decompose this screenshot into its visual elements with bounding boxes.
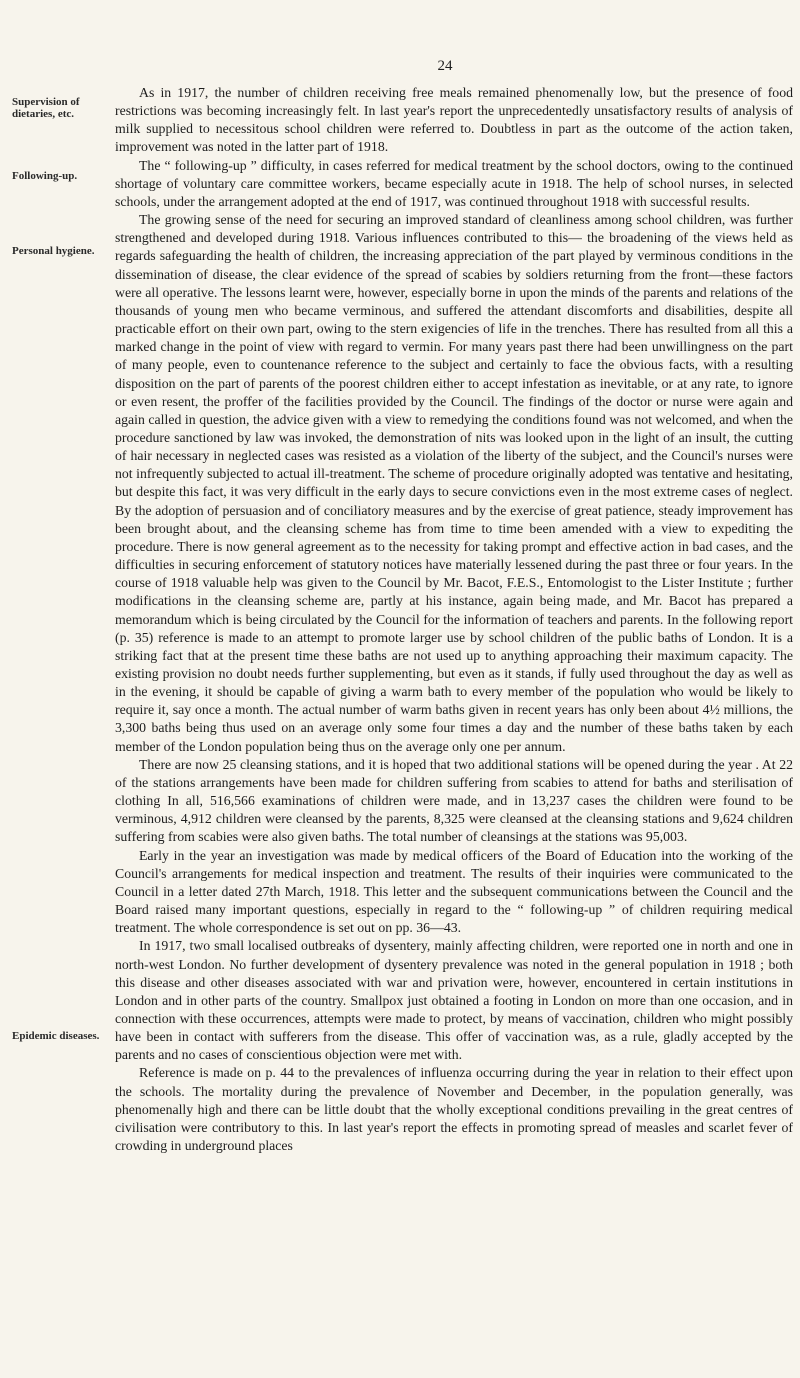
margin-note-epidemic-diseases: Epidemic diseases.: [12, 1030, 100, 1042]
paragraph-personal-hygiene: The growing sense of the need for securing an improved standard of cleanliness among school children, was further strengthened and developed during 1918. Various influences contributed to this— the broadening of the views held as regards safeguarding the health of children, the increasing appreciation of the part played by verminous conditions in the dissemination of disease, the clear evidence of the spread of scabies by soldiers returning from the front—these factors were all operative. The lessons learnt were, however, especially borne in upon the minds of the parents and relations of the thousands of young men who became verminous, and suffered the attendant discomforts and disabilities, despite all practicable effort on their own part, owing to the stern exigencies of life in the trenches. There has resulted from all this a marked change in the point of view with regard to vermin. For many years past there had been unwillingness on the part of many people, even to countenance reference to the subject and certainly to face the obvious facts, with a resulting disposition on the part of parents of the poorest children either to accept infestation as inevitable, or at any rate, to ignore or even resent, the proffer of the facilities provided by the Council. The findings of the doctor or nurse were again and again called in question, the advice given with a view to remedying the conditions found was not welcomed, and when the procedure sanctioned by law was invoked, the demonstration of nits was looked upon in the light of an insult, the cutting of hair necessary in neglected cases was resisted as a violation of the liberty of the subject, and the Council's nurses were not infrequently subjected to actual ill-treatment. The scheme of procedure originally adopted was tentative and hesitating, but despite this fact, it was very difficult in the early days to secure convictions even in the most extreme cases of neglect. By the adoption of persuasion and of conciliatory measures and by the exercise of great patience, steady improvement has been brought about, and the cleansing scheme has from time to time been amended with a view to expediting the procedure. There is now general agreement as to the necessity for taking prompt and effective action in bad cases, and the difficulties in securing enforcement of statutory notices have materially lessened during the past three or four years. In the course of 1918 valuable help was given to the Council by Mr. Bacot, F.E.S., Entomologist to the Lister Institute ; further modifications in the cleansing scheme are, partly at his instance, again being made, and Mr. Bacot has prepared a memorandum which is being circulated by the Council for the information of teachers and parents. In the following report (p. 35) reference is made to an attempt to promote larger use by school children of the public baths of London. It is a striking fact that at the present time these baths are not used up to anything approaching their maximum capacity. The existing provision no doubt needs further supplementing, but even as it stands, if fully used throughout the day as well as in the evening, it should be capable of giving a warm bath to every member of the population who would be likely to require it, say once a month. The actual number of warm baths given in recent years has only been about 4½ millions, the 3,300 baths being thus used on an average only some four times a day and the number of these baths taken by each member of the London population being thus on the average only one per annum.: [115, 212, 793, 754]
paragraph-influenza: Reference is made on p. 44 to the prevalences of influenza occurring during the year in relation to their effect upon the schools. The mortality during the prevalence of November and December, in the population generally, was phenomenally high and there can be little doubt that the wholly exceptional conditions prevailing in the great centres of civilisation were contributory to this. In last year's report the effects in promoting spread of measles and scarlet fever of crowding in underground places: [115, 1065, 793, 1154]
margin-note-supervision: Supervision of dietaries, etc.: [12, 96, 80, 120]
paragraph-supervision: As in 1917, the number of children receiving free meals remained phenomenally low, but the presence of food restrictions was becoming increasingly felt. In last year's report the unprecedentedly unsatisfactory results of analysis of milk supplied to necessitous school children were referred to. Doubtless in part as the outcome of the action taken, improvement was noted in the latter part of 1918.: [115, 85, 793, 155]
body-text: [115, 84, 793, 1155]
paragraph-board-of-education: Early in the year an investigation was made by medical officers of the Board of Education into the working of the Council's arrangements for medical inspection and treatment. The results of their inquiries were communicated to the Council in a letter dated 27th March, 1918. This letter and the subsequent communications between the Council and the Board raised many important questions, especially in regard to the “ following-up ” of children requiring medical treatment. The whole correspondence is set out on pp. 36—43.: [115, 847, 793, 936]
paragraph-cleansing-stations: There are now 25 cleansing stations, and it is hoped that two additional stations will be opened during the year . At 22 of the stations arrangements have been made for children suffering from scabies to attend for baths and sterilisation of clothing In all, 516,566 examinations of children were made, and in 13,237 cases the children were found to be verminous, 4,912 children were cleansed by the parents, 8,325 were cleansed at the cleansing stations and 9,624 children suffering from scabies were also given baths. The total number of cleansings at the stations was 95,003.: [115, 756, 793, 845]
paragraph-following-up: The “ following-up ” difficulty, in cases referred for medical treatment by the school doctors, owing to the continued shortage of voluntary care committee workers, became especially acute in 1918. The help of school nurses, in selected schools, under the arrangement adopted at the end of 1917, was continued throughout 1918 with successful results.: [115, 157, 793, 209]
margin-note-personal-hygiene: Personal hygiene.: [12, 245, 95, 257]
page-number: 24: [437, 58, 453, 74]
margin-note-following-up: Following-up.: [12, 170, 78, 182]
paragraph-epidemic-diseases: In 1917, two small localised outbreaks of dysentery, mainly affecting children, were reported one in north and one in north-west London. No further development of dysentery prevalence was noted in the general population in 1918 ; both this disease and other diseases associated with war and privation were, however, encountered in certain institutions in London and in other parts of the country. Smallpox just obtained a footing in London on more than one occasion, and in connection with these occurrences, attempts were made to protect, by means of vaccination, children who might possibly have been in contact with sufferers from the disease. This offer of vaccination was, as a rule, gladly accepted by the parents and no cases of conscientious objection were met with.: [115, 938, 793, 1063]
